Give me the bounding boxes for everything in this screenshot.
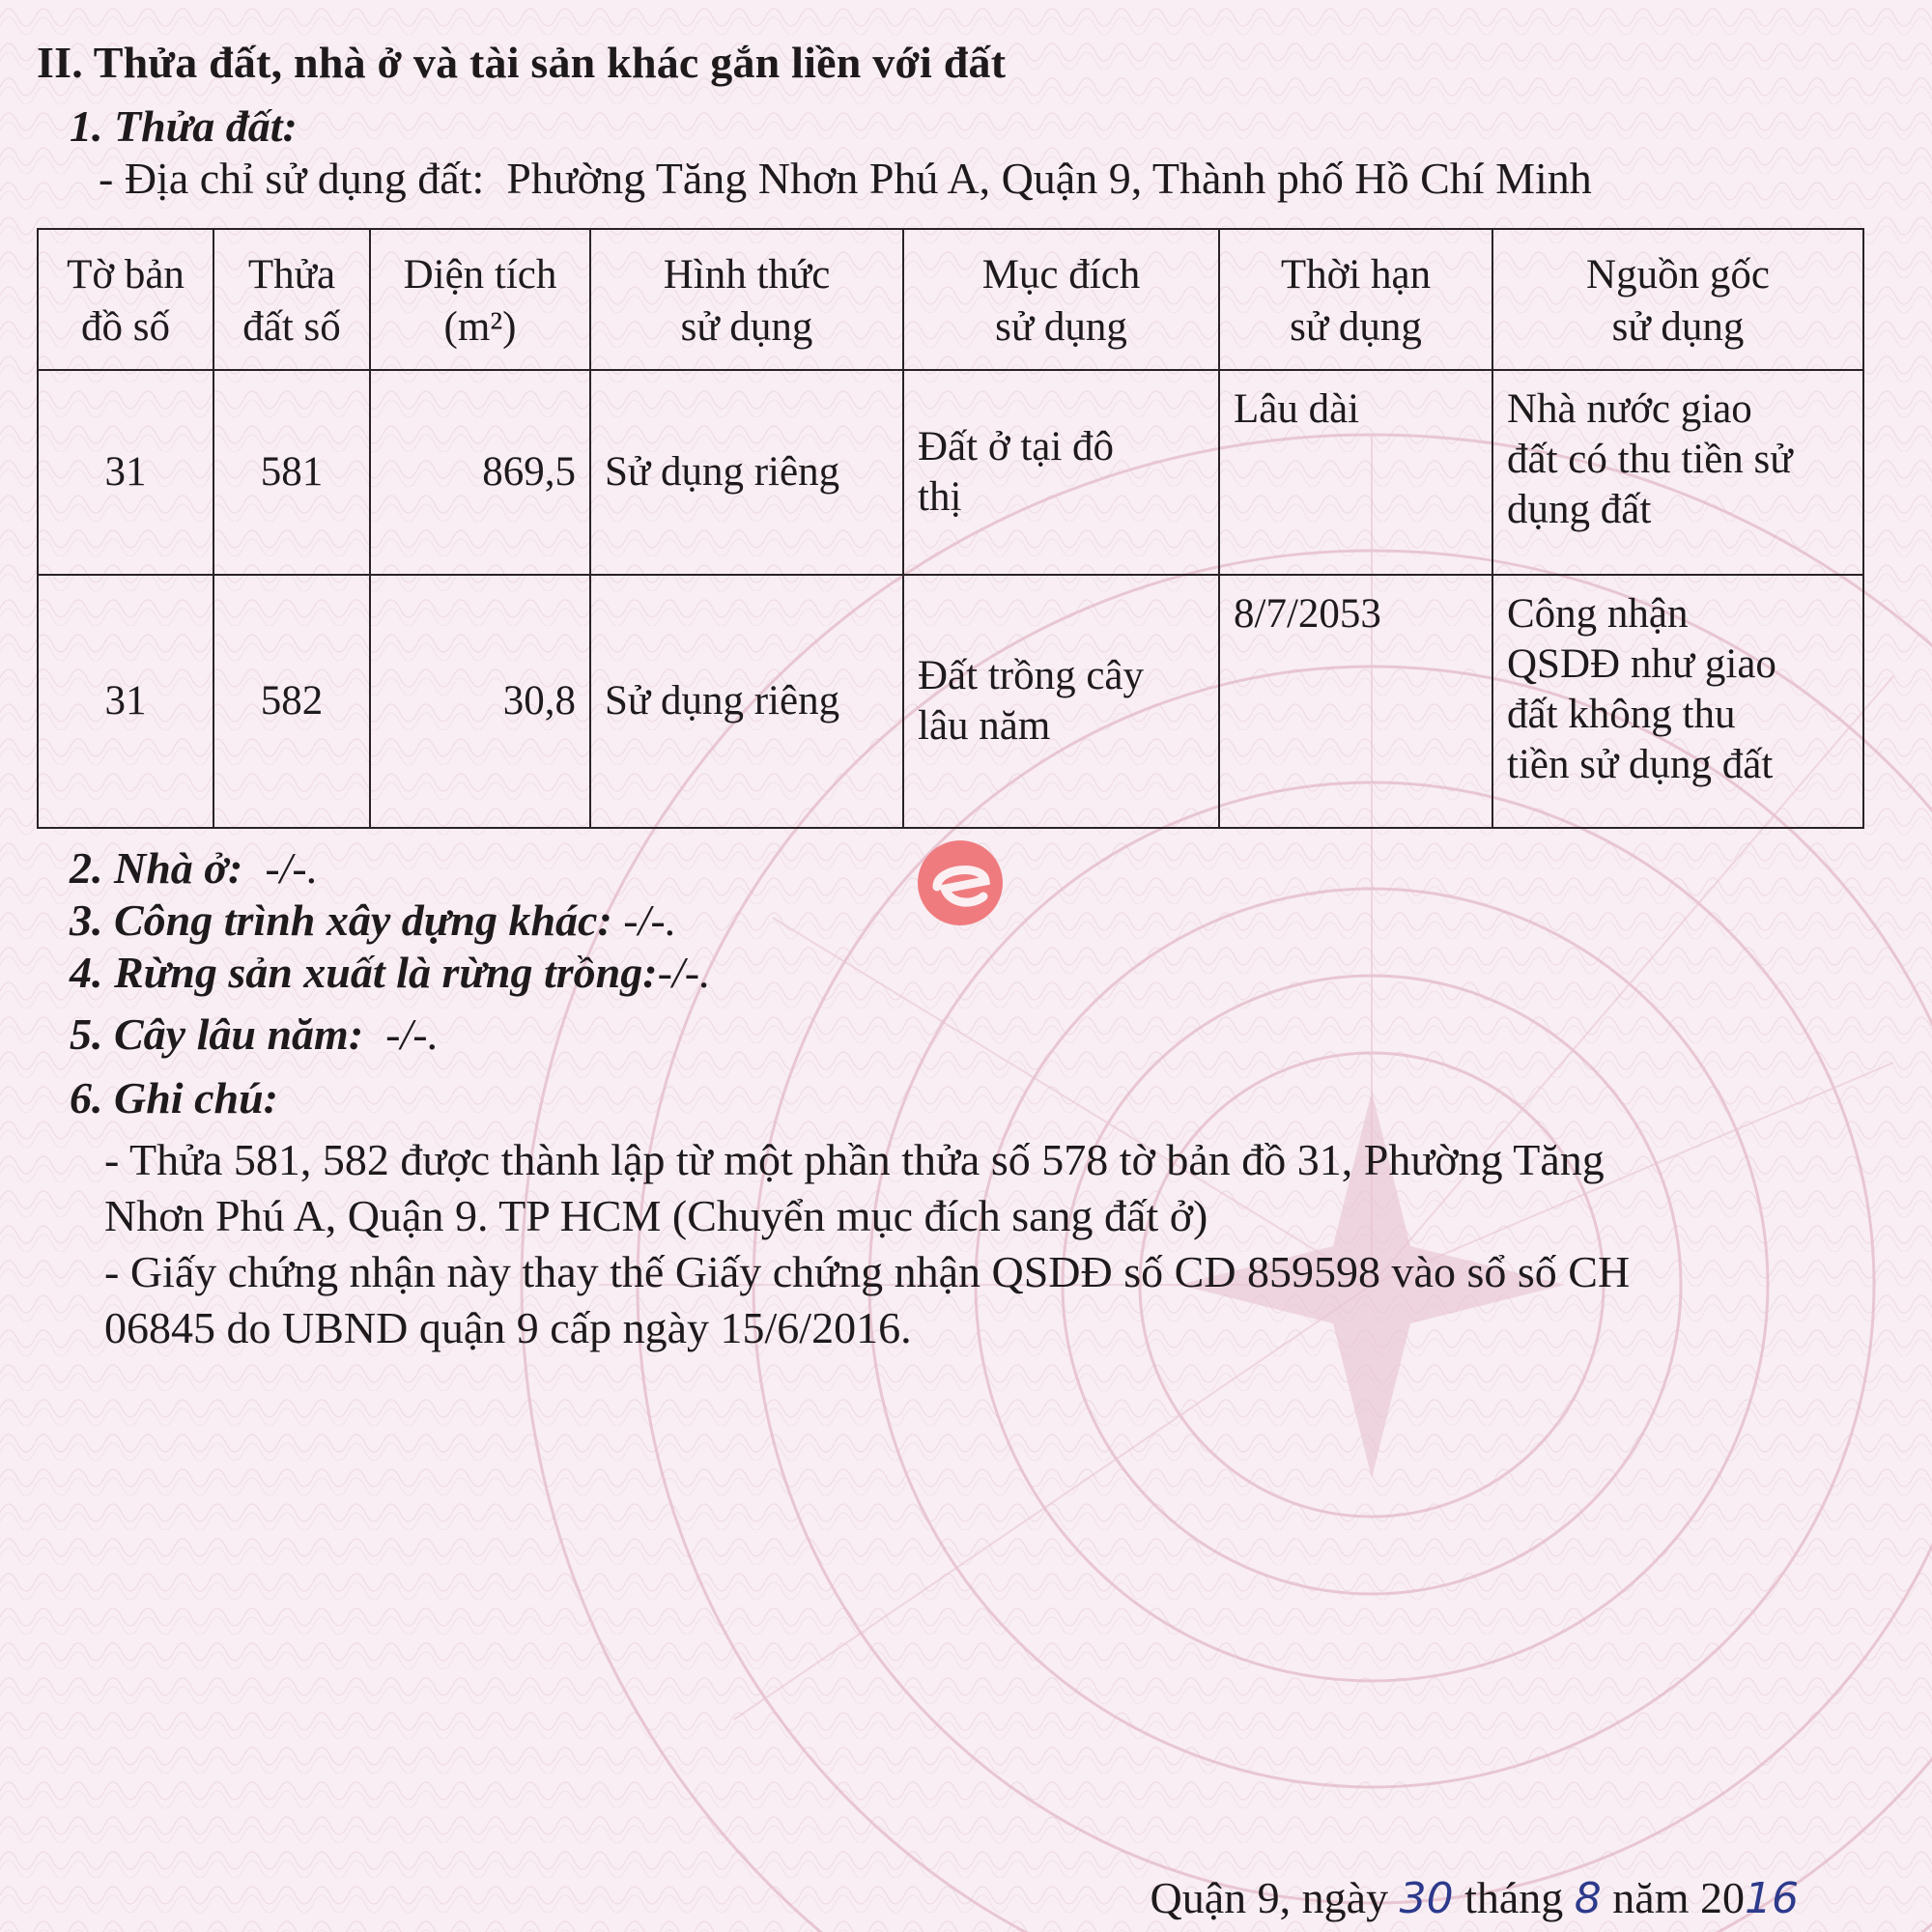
table-header-row bbox=[38, 229, 1863, 370]
cell-area: 869,5 bbox=[370, 370, 590, 575]
note-paragraph: - Giấy chứng nhận này thay thế Giấy chứng nhận QSDĐ số CD 859598 vào sổ số CH 06845 do UBND quận 9 cấp ngày 15/6/2016. bbox=[104, 1247, 1631, 1352]
address-label: - Địa chỉ sử dụng đất: bbox=[99, 154, 485, 203]
item-value: -/-. bbox=[623, 895, 677, 945]
handwritten-year: 16 bbox=[1745, 1874, 1799, 1923]
cell-usage-term: 8/7/2053 bbox=[1219, 575, 1492, 828]
item-notes-heading bbox=[70, 1072, 278, 1123]
issue-date-line bbox=[1151, 1872, 1799, 1923]
header-usage-origin: Nguồn gốc sử dụng bbox=[1492, 229, 1863, 370]
item-value: -/-. bbox=[657, 948, 711, 997]
cell-usage-origin: Nhà nước giao đất có thu tiền sử dụng đất bbox=[1492, 370, 1863, 575]
cell-parcel-number: 582 bbox=[213, 575, 370, 828]
header-area: Diện tích (m²) bbox=[370, 229, 590, 370]
item-label: 4. Rừng sản xuất là rừng trồng: bbox=[70, 948, 658, 997]
item-label: 3. Công trình xây dựng khác: bbox=[70, 895, 612, 945]
item-value: -/-. bbox=[385, 1009, 440, 1059]
item-label: 5. Cây lâu năm: bbox=[70, 1009, 364, 1059]
table-row bbox=[38, 370, 1863, 575]
header-usage-purpose: Mục đích sử dụng bbox=[903, 229, 1219, 370]
cell-usage-origin: Công nhận QSDĐ như giao đất không thu tiền sử dụng đất bbox=[1492, 575, 1863, 828]
header-usage-form: Hình thức sử dụng bbox=[590, 229, 903, 370]
item-label: 2. Nhà ở: bbox=[70, 843, 243, 893]
cell-usage-purpose: Đất trồng cây lâu năm bbox=[903, 575, 1219, 828]
date-place: Quận 9, ngày bbox=[1150, 1873, 1389, 1922]
table-row bbox=[38, 575, 1863, 828]
cell-usage-term: Lâu dài bbox=[1219, 370, 1492, 575]
item-other-construction bbox=[70, 895, 676, 946]
parcel-heading: 1. Thửa đất: bbox=[70, 101, 298, 151]
e-logo-icon bbox=[916, 838, 1005, 927]
header-usage-term: Thời hạn sử dụng bbox=[1219, 229, 1492, 370]
land-address bbox=[99, 153, 1592, 204]
header-parcel-number: Thửa đất số bbox=[213, 229, 370, 370]
section-heading: II. Thửa đất, nhà ở và tài sản khác gắn liền với đất bbox=[37, 38, 1007, 87]
cell-parcel-number: 581 bbox=[213, 370, 370, 575]
cell-map-sheet: 31 bbox=[38, 370, 213, 575]
item-value: -/-. bbox=[265, 843, 319, 893]
cell-map-sheet: 31 bbox=[38, 575, 213, 828]
month-label: tháng bbox=[1464, 1873, 1564, 1922]
cell-usage-form: Sử dụng riêng bbox=[590, 370, 903, 575]
header-map-sheet: Tờ bản đồ số bbox=[38, 229, 213, 370]
cell-usage-form: Sử dụng riêng bbox=[590, 575, 903, 828]
year-label: năm 20 bbox=[1612, 1873, 1745, 1922]
address-value: Phường Tăng Nhơn Phú A, Quận 9, Thành phố Hồ Chí Minh bbox=[506, 154, 1592, 203]
item-perennial-trees bbox=[70, 1009, 439, 1060]
item-house bbox=[70, 842, 318, 894]
cell-usage-purpose: Đất ở tại đô thị bbox=[903, 370, 1219, 575]
item-label: 6. Ghi chú: bbox=[70, 1073, 278, 1122]
item-planted-forest bbox=[70, 947, 711, 998]
land-parcel-table bbox=[37, 228, 1864, 829]
handwritten-day: 30 bbox=[1399, 1874, 1454, 1923]
note-paragraph: - Thửa 581, 582 được thành lập từ một phần thửa số 578 tờ bản đồ 31, Phường Tăng Nhơn Phú A, Quận 9. TP HCM (Chuyển mục đích sang đất ở) bbox=[104, 1135, 1605, 1240]
cell-area: 30,8 bbox=[370, 575, 590, 828]
handwritten-month: 8 bbox=[1574, 1874, 1602, 1923]
